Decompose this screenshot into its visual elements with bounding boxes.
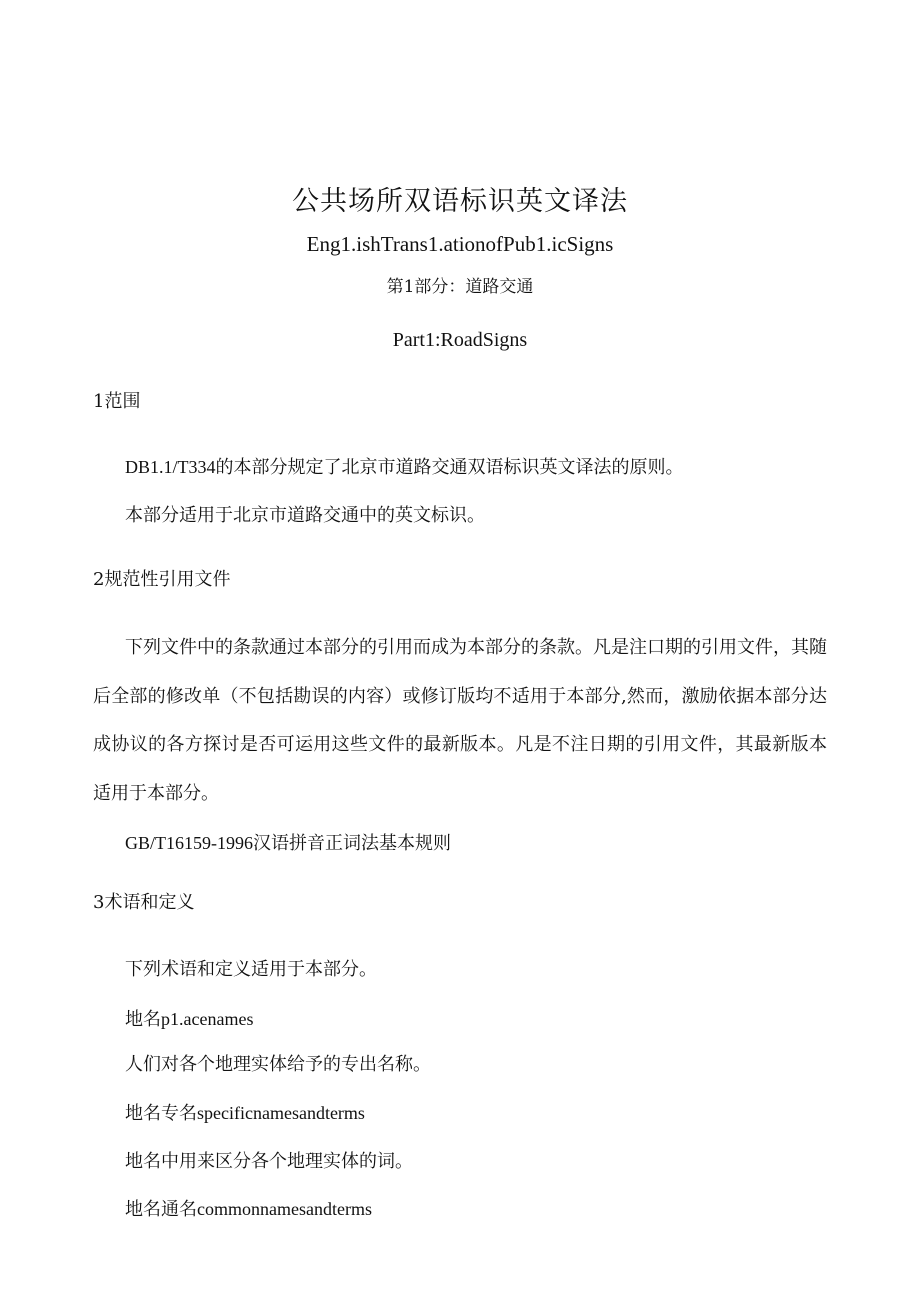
- term-place-names-definition: 人们对各个地理实体给予的专出名称。: [125, 1054, 431, 1075]
- terms-intro: 下列术语和定义适用于本部分。: [125, 959, 377, 980]
- term-place-names: 地名p1.acenames: [125, 1009, 254, 1029]
- document-part-en: Part1:RoadSigns: [392, 329, 528, 351]
- term-specific-names: 地名专名specificnamesandterms: [125, 1103, 365, 1123]
- document-title-cn: 公共场所双语标识英文译法: [292, 186, 628, 217]
- term-common-names: 地名通名commonnamesandterms: [125, 1199, 372, 1219]
- references-standard: GB/T16159-1996汉语拼音正词法基本规则: [125, 833, 451, 853]
- references-paragraph: 下列文件中的条款通过本部分的引用而成为本部分的条款。凡是注口期的引用文件，其随后全部的修改单（不包括勘误的内容）或修订版均不适用于本部分,然而，激励依据本部分达成协议的各方探讨是否可运用这些文件的最新版本。凡是不注日期的引用文件，其最新版本适用于本部分。: [93, 637, 827, 804]
- section-heading-scope: 1范围: [93, 391, 141, 412]
- document-part-cn: 第1部分：道路交通: [386, 277, 534, 297]
- section-heading-terms: 3术语和定义: [93, 892, 195, 913]
- term-specific-names-definition: 地名中用来区分各个地理实体的词。: [125, 1151, 413, 1172]
- scope-paragraph-1: DB1.1/T334的本部分规定了北京市道路交通双语标识英文译法的原则。: [125, 457, 684, 477]
- document-title-en: Eng1.ishTrans1.ationofPub1.icSigns: [306, 232, 614, 256]
- section-heading-references: 2规范性引用文件: [93, 569, 231, 590]
- scope-paragraph-2: 本部分适用于北京市道路交通中的英文标识。: [125, 505, 485, 526]
